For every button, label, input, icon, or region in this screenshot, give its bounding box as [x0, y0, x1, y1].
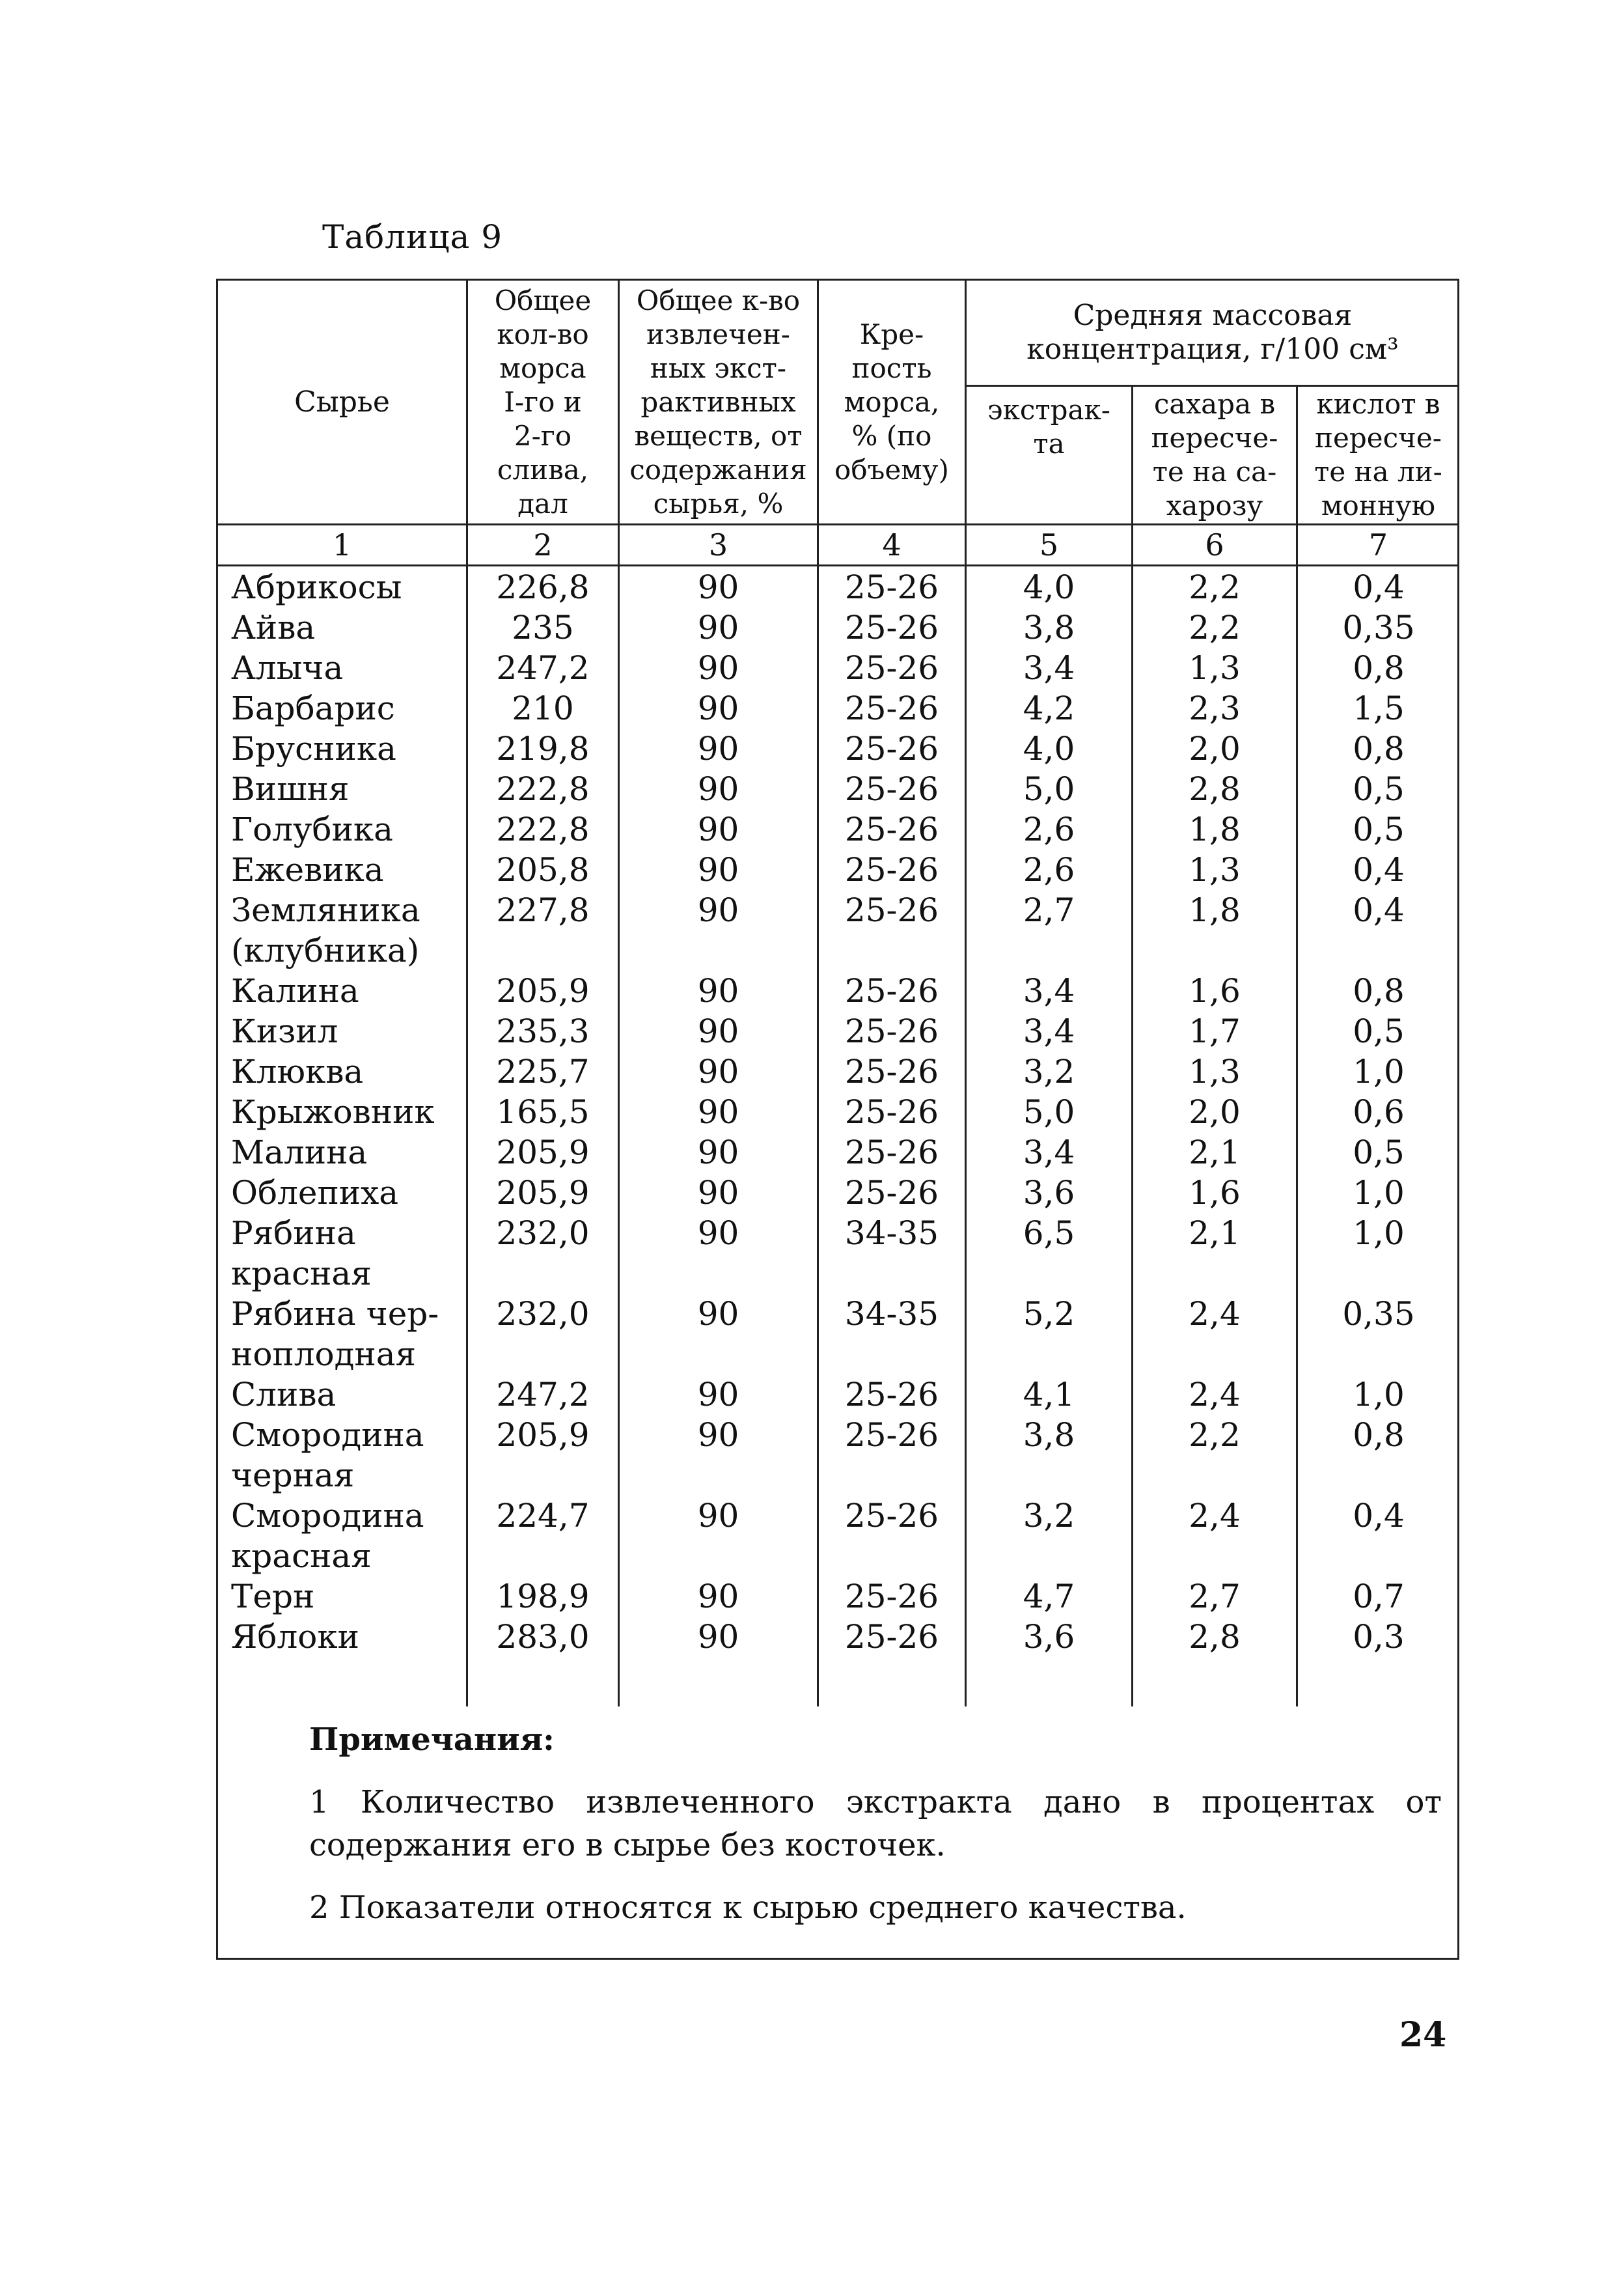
cell-extract-pct: 90 [697, 811, 739, 848]
cell-volume: 232,0 [496, 1214, 590, 1252]
table-row [218, 1415, 1457, 1496]
cell-extract: 4,0 [1023, 730, 1075, 768]
table-caption: Таблица 9 [322, 218, 503, 256]
cell-strength: 25-26 [844, 1012, 939, 1050]
cell-strength: 25-26 [844, 972, 939, 1010]
table-row [218, 850, 1457, 890]
cell-extract-pct: 90 [697, 972, 739, 1010]
cell-volume: 235 [512, 609, 574, 647]
table-frame [216, 279, 1459, 1960]
cell-sugar: 2,0 [1189, 1093, 1241, 1131]
column-number: 5 [1039, 527, 1059, 563]
cell-raw: Кизил [231, 1012, 338, 1050]
cell-strength: 25-26 [844, 1093, 939, 1131]
cell-extract: 6,5 [1023, 1214, 1075, 1252]
table-row [218, 1617, 1457, 1657]
cell-volume: 205,9 [496, 972, 590, 1010]
cell-raw: Голубика [231, 811, 393, 848]
cell-extract-pct: 90 [697, 1295, 739, 1333]
table-row [218, 688, 1457, 729]
cell-extract-pct: 90 [697, 689, 739, 727]
header-acid: кислот в пересче- те на ли- монную [1314, 388, 1442, 522]
cell-sugar: 2,4 [1189, 1295, 1241, 1333]
cell-raw: Слива [231, 1376, 337, 1413]
cell-volume: 283,0 [496, 1618, 590, 1656]
table-row [218, 1576, 1457, 1617]
cell-extract-pct: 90 [697, 1497, 739, 1535]
cell-raw: Крыжовник [231, 1093, 435, 1131]
header-raw: Сырье [294, 385, 390, 419]
cell-extract: 5,2 [1023, 1295, 1075, 1333]
cell-volume: 205,9 [496, 1174, 590, 1212]
cell-raw: Айва [231, 609, 316, 647]
cell-strength: 25-26 [844, 568, 939, 606]
cell-sugar: 2,4 [1189, 1376, 1241, 1413]
cell-sugar: 1,8 [1189, 811, 1241, 848]
cell-acid: 0,8 [1353, 649, 1405, 687]
cell-raw: Малина [231, 1134, 368, 1171]
table-row [218, 567, 1457, 607]
cell-raw: Клюква [231, 1053, 364, 1091]
cell-extract-pct: 90 [697, 649, 739, 687]
cell-raw: Ежевика [231, 851, 384, 889]
cell-raw: Калина [231, 972, 359, 1010]
header-extract: экстрак- та [987, 394, 1110, 460]
cell-extract-pct: 90 [697, 770, 739, 808]
cell-acid: 1,0 [1353, 1214, 1405, 1252]
table-row [218, 1213, 1457, 1294]
header-sugar: сахара в пересче- те на са- харозу [1151, 388, 1278, 522]
cell-acid: 1,0 [1353, 1053, 1405, 1091]
cell-extract-pct: 90 [697, 730, 739, 768]
table-row [218, 1092, 1457, 1132]
numbers-bottom-line [218, 564, 1457, 566]
cell-volume: 224,7 [496, 1497, 590, 1535]
cell-acid: 0,3 [1353, 1618, 1405, 1656]
table-row [218, 1011, 1457, 1051]
cell-sugar: 2,1 [1189, 1214, 1241, 1252]
cell-extract-pct: 90 [697, 891, 739, 929]
cell-sugar: 2,2 [1189, 568, 1241, 606]
cell-acid: 1,0 [1353, 1376, 1405, 1413]
header-extract-pct: Общее к-во извлечен- ных экст- рактивных веществ, от содержания сырья, % [629, 284, 807, 520]
cell-raw: Рябина чер- ноплодная [231, 1295, 439, 1373]
cell-strength: 25-26 [844, 689, 939, 727]
cell-volume: 210 [512, 689, 574, 727]
cell-volume: 222,8 [496, 770, 590, 808]
cell-extract: 3,4 [1023, 1012, 1075, 1050]
cell-sugar: 1,3 [1189, 851, 1241, 889]
cell-acid: 0,35 [1342, 1295, 1415, 1333]
cell-sugar: 1,3 [1189, 649, 1241, 687]
cell-extract: 3,4 [1023, 972, 1075, 1010]
cell-extract: 4,1 [1023, 1376, 1075, 1413]
cell-sugar: 2,1 [1189, 1134, 1241, 1171]
cell-extract: 5,0 [1023, 1093, 1075, 1131]
cell-sugar: 1,8 [1189, 891, 1241, 929]
cell-acid: 1,5 [1353, 689, 1405, 727]
table-row [218, 648, 1457, 688]
cell-sugar: 1,7 [1189, 1012, 1241, 1050]
cell-extract: 4,7 [1023, 1578, 1075, 1615]
note-item: 1 Количество извлеченного экстракта дано в процентах от содержания его в сырье без косточек. [309, 1784, 1442, 1863]
notes-title: Примечания: [309, 1721, 555, 1758]
cell-strength: 25-26 [844, 1134, 939, 1171]
cell-raw: Земляника (клубника) [231, 891, 420, 969]
cell-raw: Яблоки [231, 1618, 359, 1656]
cell-volume: 225,7 [496, 1053, 590, 1091]
cell-extract-pct: 90 [697, 1578, 739, 1615]
cell-strength: 34-35 [844, 1295, 939, 1333]
cell-acid: 0,4 [1353, 568, 1405, 606]
cell-extract: 3,6 [1023, 1618, 1075, 1656]
cell-volume: 198,9 [496, 1578, 590, 1615]
cell-sugar: 1,6 [1189, 972, 1241, 1010]
cell-acid: 0,5 [1353, 811, 1405, 848]
cell-acid: 1,0 [1353, 1174, 1405, 1212]
cell-extract-pct: 90 [697, 1012, 739, 1050]
cell-volume: 219,8 [496, 730, 590, 768]
cell-volume: 205,8 [496, 851, 590, 889]
cell-extract: 2,7 [1023, 891, 1075, 929]
cell-acid: 0,7 [1353, 1578, 1405, 1615]
cell-extract: 3,2 [1023, 1497, 1075, 1535]
cell-strength: 25-26 [844, 1376, 939, 1413]
cell-raw: Алыча [231, 649, 344, 687]
cell-extract: 3,6 [1023, 1174, 1075, 1212]
cell-extract: 3,4 [1023, 1134, 1075, 1171]
table-row [218, 1051, 1457, 1092]
cell-extract: 4,2 [1023, 689, 1075, 727]
cell-strength: 25-26 [844, 851, 939, 889]
column-number: 1 [332, 527, 352, 563]
cell-acid: 0,35 [1342, 609, 1415, 647]
table-row [218, 1294, 1457, 1374]
cell-sugar: 2,4 [1189, 1497, 1241, 1535]
cell-sugar: 2,8 [1189, 770, 1241, 808]
cell-extract-pct: 90 [697, 568, 739, 606]
table-row [218, 890, 1457, 971]
column-number: 6 [1205, 527, 1224, 563]
cell-extract: 3,8 [1023, 609, 1075, 647]
cell-volume: 247,2 [496, 649, 590, 687]
cell-strength: 25-26 [844, 609, 939, 647]
cell-volume: 165,5 [496, 1093, 590, 1131]
header-group-concentration: Средняя массовая концентрация, г/100 см³ [1026, 299, 1399, 366]
table-row [218, 1374, 1457, 1415]
header-volume: Общее кол-во морса I-го и 2-го слива, дал [494, 284, 592, 520]
cell-volume: 227,8 [496, 891, 590, 929]
cell-strength: 25-26 [844, 891, 939, 929]
cell-extract: 2,6 [1023, 811, 1075, 848]
cell-strength: 25-26 [844, 1174, 939, 1212]
cell-extract: 4,0 [1023, 568, 1075, 606]
cell-extract-pct: 90 [697, 1053, 739, 1091]
cell-extract-pct: 90 [697, 1214, 739, 1252]
cell-raw: Облепиха [231, 1174, 399, 1212]
cell-sugar: 1,3 [1189, 1053, 1241, 1091]
cell-extract-pct: 90 [697, 851, 739, 889]
cell-sugar: 2,2 [1189, 1416, 1241, 1454]
table-row [218, 607, 1457, 648]
cell-acid: 0,4 [1353, 891, 1405, 929]
cell-raw: Барбарис [231, 689, 395, 727]
cell-acid: 0,5 [1353, 1134, 1405, 1171]
cell-sugar: 2,3 [1189, 689, 1241, 727]
cell-extract-pct: 90 [697, 1416, 739, 1454]
table-row [218, 729, 1457, 769]
page-number: 24 [1399, 2015, 1447, 2055]
cell-raw: Абрикосы [231, 568, 402, 606]
column-number: 4 [882, 527, 901, 563]
table-row [218, 971, 1457, 1011]
cell-extract-pct: 90 [697, 1174, 739, 1212]
cell-acid: 0,5 [1353, 1012, 1405, 1050]
cell-extract-pct: 90 [697, 1618, 739, 1656]
cell-strength: 25-26 [844, 770, 939, 808]
table-row [218, 1173, 1457, 1213]
cell-volume: 222,8 [496, 811, 590, 848]
cell-strength: 25-26 [844, 811, 939, 848]
cell-raw: Рябина красная [231, 1214, 372, 1292]
cell-sugar: 2,0 [1189, 730, 1241, 768]
cell-volume: 235,3 [496, 1012, 590, 1050]
cell-volume: 205,9 [496, 1134, 590, 1171]
table-row [218, 1496, 1457, 1576]
cell-strength: 25-26 [844, 649, 939, 687]
cell-raw: Смородина черная [231, 1416, 424, 1494]
cell-acid: 0,8 [1353, 730, 1405, 768]
cell-raw: Терн [231, 1578, 315, 1615]
table-row [218, 769, 1457, 809]
cell-volume: 232,0 [496, 1295, 590, 1333]
cell-sugar: 1,6 [1189, 1174, 1241, 1212]
cell-raw: Брусника [231, 730, 396, 768]
cell-acid: 0,4 [1353, 851, 1405, 889]
cell-strength: 25-26 [844, 1053, 939, 1091]
cell-extract: 5,0 [1023, 770, 1075, 808]
cell-acid: 0,4 [1353, 1497, 1405, 1535]
note-item: 2 Показатели относятся к сырью среднего качества. [309, 1889, 1187, 1926]
cell-extract-pct: 90 [697, 1134, 739, 1171]
cell-acid: 0,8 [1353, 1416, 1405, 1454]
table-row [218, 809, 1457, 850]
cell-sugar: 2,7 [1189, 1578, 1241, 1615]
cell-volume: 226,8 [496, 568, 590, 606]
cell-extract-pct: 90 [697, 1093, 739, 1131]
cell-extract: 3,4 [1023, 649, 1075, 687]
cell-strength: 25-26 [844, 730, 939, 768]
cell-extract: 3,2 [1023, 1053, 1075, 1091]
notes-section [309, 1718, 1442, 1949]
cell-strength: 25-26 [844, 1416, 939, 1454]
table-row [218, 1132, 1457, 1173]
cell-volume: 247,2 [496, 1376, 590, 1413]
header-strength: Кре- пость морса, % (по объему) [834, 318, 949, 486]
cell-strength: 34-35 [844, 1214, 939, 1252]
cell-sugar: 2,8 [1189, 1618, 1241, 1656]
cell-extract-pct: 90 [697, 609, 739, 647]
cell-extract: 3,8 [1023, 1416, 1075, 1454]
column-number: 7 [1368, 527, 1388, 563]
cell-acid: 0,6 [1353, 1093, 1405, 1131]
cell-raw: Смородина красная [231, 1497, 424, 1575]
cell-acid: 0,8 [1353, 972, 1405, 1010]
cell-sugar: 2,2 [1189, 609, 1241, 647]
column-number: 2 [533, 527, 553, 563]
cell-acid: 0,5 [1353, 770, 1405, 808]
cell-raw: Вишня [231, 770, 350, 808]
cell-volume: 205,9 [496, 1416, 590, 1454]
cell-strength: 25-26 [844, 1618, 939, 1656]
column-number: 3 [708, 527, 728, 563]
cell-strength: 25-26 [844, 1497, 939, 1535]
cell-extract: 2,6 [1023, 851, 1075, 889]
cell-extract-pct: 90 [697, 1376, 739, 1413]
cell-strength: 25-26 [844, 1578, 939, 1615]
